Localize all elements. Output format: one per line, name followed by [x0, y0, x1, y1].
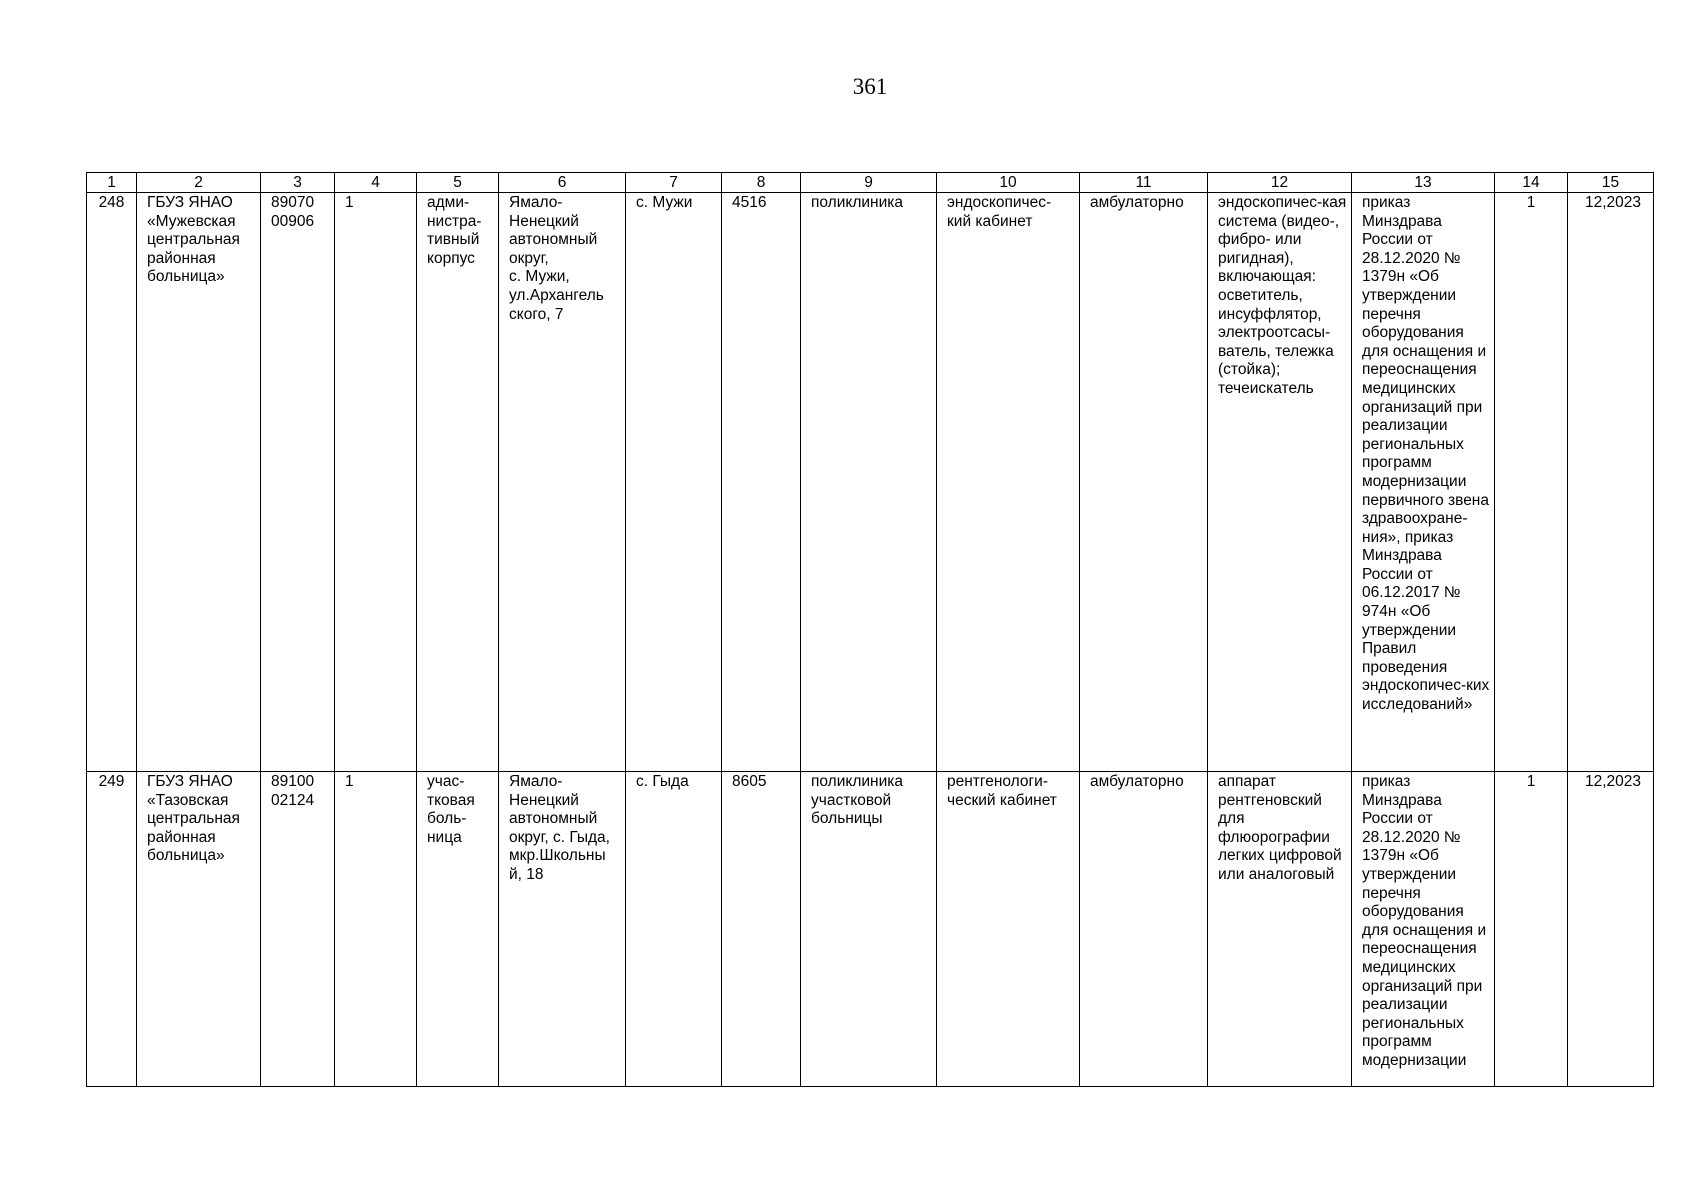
settlement-cell: с. Мужи: [626, 193, 722, 772]
column-header: 9: [801, 173, 937, 193]
cabinet-cell: рентгенологи-ческий кабинет: [937, 772, 1080, 1087]
population-cell: 8605: [722, 772, 801, 1087]
equipment-cell: эндоскопичес-кая система (видео-, фибро- или ригидная), включающая: осветитель, инсуффлятор, электроотсасы-ватель, тележка (стойка); течеискатель: [1208, 193, 1352, 772]
column-header: 15: [1568, 173, 1654, 193]
column-header: 2: [137, 173, 261, 193]
quantity-cell: 1: [1495, 772, 1568, 1087]
column-header: 12: [1208, 173, 1352, 193]
column-header: 4: [335, 173, 417, 193]
unit-cell: поликлиника: [801, 193, 937, 772]
column-header: 10: [937, 173, 1080, 193]
regulation-cell: приказ Минздрава России от 28.12.2020 № 1379н «Об утверждении перечня оборудования для оснащения и переоснащения медицинских организаций при реализации региональных программ модернизации первичного звена здравоохране-ния», приказ Минздрава России от 06.12.2017 № 974н «Об утверждении Правил проведения эндоскопичес-ких исследований»: [1352, 193, 1495, 772]
column-header: 13: [1352, 173, 1495, 193]
address-cell: Ямало-Ненецкий автономный округ, с. Мужи, ул.Архангель ского, 7: [499, 193, 626, 772]
count-cell: 1: [335, 193, 417, 772]
column-header: 1: [87, 173, 137, 193]
date-cell: 12,2023: [1568, 772, 1654, 1087]
date-cell: 12,2023: [1568, 193, 1654, 772]
building-cell: адми-нистра-тивный корпус: [417, 193, 499, 772]
quantity-cell: 1: [1495, 193, 1568, 772]
table-row: [87, 193, 1654, 772]
code-cell: 89070 00906: [261, 193, 335, 772]
table-row: [87, 772, 1654, 1087]
row-number-cell: 249: [87, 772, 137, 1087]
column-header: 8: [722, 173, 801, 193]
row-number-cell: 248: [87, 193, 137, 772]
settlement-cell: с. Гыда: [626, 772, 722, 1087]
code-cell: 89100 02124: [261, 772, 335, 1087]
unit-cell: поликлиника участковой больницы: [801, 772, 937, 1087]
column-header: 5: [417, 173, 499, 193]
column-header: 3: [261, 173, 335, 193]
address-cell: Ямало-Ненецкий автономный округ, с. Гыда, мкр.Школьны й, 18: [499, 772, 626, 1087]
column-header: 6: [499, 173, 626, 193]
page-number: 361: [852, 74, 888, 99]
organization-cell: ГБУЗ ЯНАО «Мужевская центральная районная больница»: [137, 193, 261, 772]
column-header: 14: [1495, 173, 1568, 193]
equipment-cell: аппарат рентгеновский для флюорографии легких цифровой или аналоговый: [1208, 772, 1352, 1087]
table-header-row: [87, 173, 1654, 193]
count-cell: 1: [335, 772, 417, 1087]
equipment-table: [86, 172, 1654, 1087]
cabinet-cell: эндоскопичес-кий кабинет: [937, 193, 1080, 772]
organization-cell: ГБУЗ ЯНАО «Тазовская центральная районная больница»: [137, 772, 261, 1087]
care-condition-cell: амбулаторно: [1080, 772, 1208, 1087]
population-cell: 4516: [722, 193, 801, 772]
regulation-cell: приказ Минздрава России от 28.12.2020 № 1379н «Об утверждении перечня оборудования для оснащения и переоснащения медицинских организаций при реализации региональных программ модернизации: [1352, 772, 1495, 1087]
building-cell: учас-тковая боль-ница: [417, 772, 499, 1087]
column-header: 11: [1080, 173, 1208, 193]
column-header: 7: [626, 173, 722, 193]
care-condition-cell: амбулаторно: [1080, 193, 1208, 772]
